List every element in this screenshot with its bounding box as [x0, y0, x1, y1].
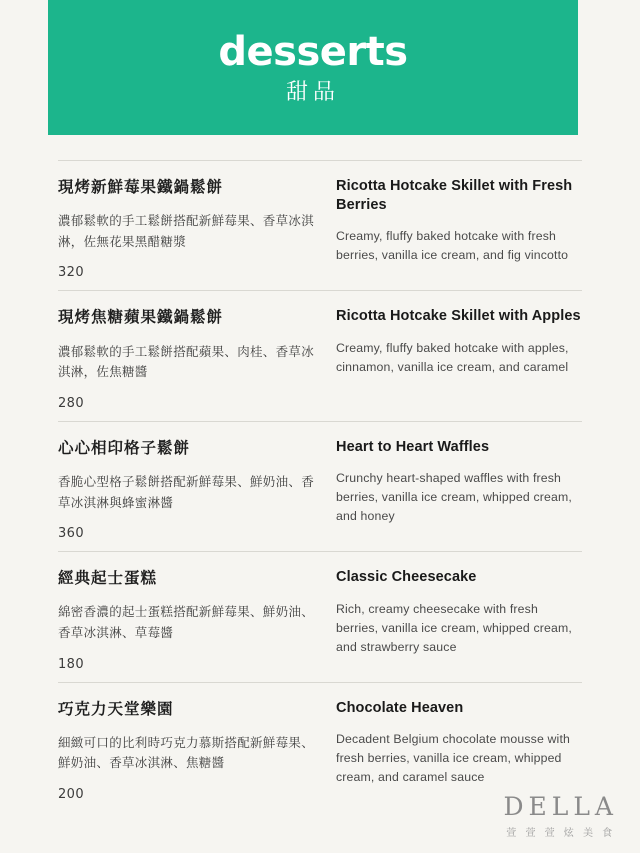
menu-item-english — [336, 568, 582, 657]
desserts-banner — [48, 0, 578, 135]
menu-item-english — [336, 307, 582, 377]
menu-item-name-en: Classic Cheesecake — [336, 569, 477, 586]
banner-title: desserts — [218, 28, 408, 75]
menu-item-chinese — [58, 699, 336, 802]
watermark-brand: DELLA — [503, 792, 618, 821]
menu-item-price: 320 — [58, 265, 85, 281]
menu-item — [58, 421, 582, 551]
menu-item-chinese — [58, 177, 336, 280]
menu-item-english — [336, 438, 582, 527]
menu-item-desc-zh: 細緻可口的比利時巧克力慕斯搭配新鮮莓果、鮮奶油、香草冰淇淋、焦糖醬 — [58, 734, 315, 771]
menu-list — [0, 160, 640, 812]
menu-item-desc-en: Rich, creamy cheesecake with fresh berries, vanilla ice cream, whipped cream, and strawberry sauce — [336, 601, 572, 654]
menu-item-chinese — [58, 438, 336, 541]
menu-item-name-zh: 現烤新鮮莓果鐵鍋鬆餅 — [58, 178, 224, 196]
menu-item-desc-zh: 濃郁鬆軟的手工鬆餅搭配蘋果、肉桂、香草冰淇淋，佐焦糖醬 — [58, 343, 315, 380]
menu-item — [58, 290, 582, 420]
menu-item-name-zh: 巧克力天堂樂園 — [58, 699, 174, 718]
menu-item-name-zh: 心心相印格子鬆餅 — [58, 438, 191, 457]
menu-item-price: 180 — [58, 656, 85, 672]
menu-item — [58, 551, 582, 681]
menu-item-chinese — [58, 568, 336, 671]
menu-item-name-zh: 經典起士蛋糕 — [58, 569, 158, 588]
menu-item-desc-en: Decadent Belgium chocolate mousse with fresh berries, vanilla ice cream, whipped cream, and caramel sauce — [336, 732, 570, 785]
menu-item-desc-zh: 綿密香濃的起士蛋糕搭配新鮮莓果、鮮奶油、香草冰淇淋、草莓醬 — [58, 604, 315, 640]
menu-item-chinese — [58, 307, 336, 410]
menu-item-desc-en: Creamy, fluffy baked hotcake with apples, cinnamon, vanilla ice cream, and caramel — [336, 340, 569, 374]
menu-item — [58, 160, 582, 290]
menu-item-price: 200 — [58, 786, 85, 802]
menu-item-name-en: Ricotta Hotcake Skillet with Apples — [336, 308, 581, 325]
menu-item-name-en: Ricotta Hotcake Skillet with Fresh Berries — [336, 178, 573, 213]
menu-item-english — [336, 699, 582, 788]
menu-item-price: 280 — [58, 395, 85, 411]
menu-item-english — [336, 177, 582, 265]
menu-item-desc-en: Creamy, fluffy baked hotcake with fresh berries, vanilla ice cream, and fig vincotto — [336, 229, 569, 263]
menu-item-name-zh: 現烤焦糖蘋果鐵鍋鬆餅 — [58, 308, 224, 327]
menu-item-desc-zh: 香脆心型格子鬆餅搭配新鮮莓果、鮮奶油、香草冰淇淋與蜂蜜淋醬 — [58, 473, 315, 510]
menu-item-price: 360 — [58, 526, 85, 542]
watermark — [503, 794, 618, 839]
banner-subtitle: 甜品 — [285, 79, 340, 105]
menu-item-name-en: Heart to Heart Waffles — [336, 438, 490, 455]
menu-item-desc-en: Crunchy heart-shaped waffles with fresh berries, vanilla ice cream, whipped cream, and honey — [336, 471, 572, 524]
menu-item-desc-zh: 濃郁鬆軟的手工鬆餅搭配新鮮莓果、香草冰淇淋，佐無花果黑醋糖漿 — [58, 213, 315, 249]
menu-item-name-en: Chocolate Heaven — [336, 699, 464, 716]
watermark-subtitle: 萱 萱 萱 炫 美 食 — [506, 828, 616, 839]
